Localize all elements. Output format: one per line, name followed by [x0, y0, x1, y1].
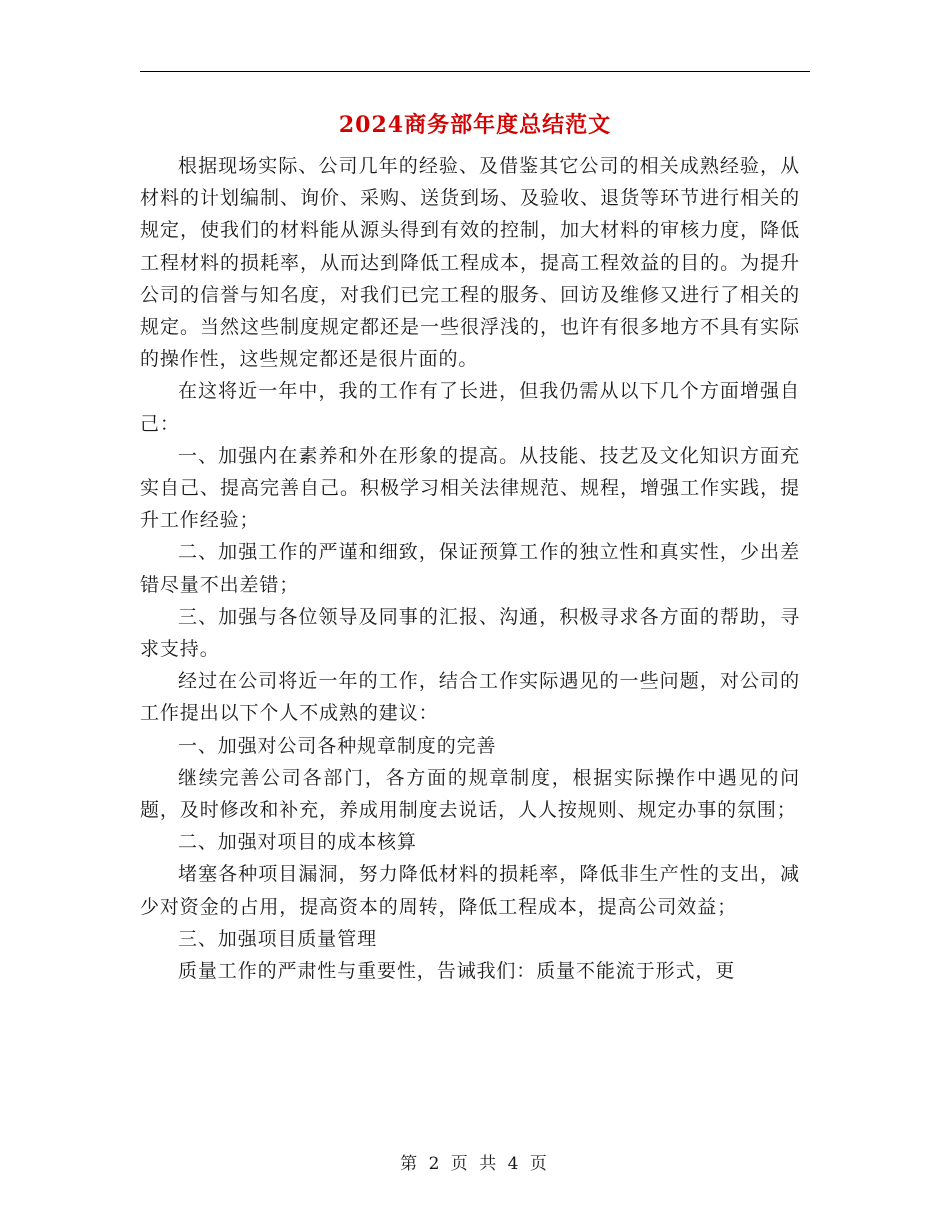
paragraph: 经过在公司将近一年的工作，结合工作实际遇见的一些问题，对公司的工作提出以下个人不成熟的建议：	[140, 670, 800, 725]
paragraph: 质量工作的严肃性与重要性，告诫我们：质量不能流于形式，更	[178, 960, 736, 983]
paragraph: 在这将近一年中，我的工作有了长进，但我仍需从以下几个方面增强自己：	[140, 380, 800, 435]
section-heading: 一、加强对公司各种规章制度的完善	[178, 734, 497, 757]
paragraph: 三、加强与各位领导及同事的汇报、沟通，积极寻求各方面的帮助，寻求支持。	[140, 605, 800, 661]
section-heading: 三、加强项目质量管理	[178, 927, 378, 950]
paragraph: 堵塞各种项目漏洞，努力降低材料的损耗率，降低非生产性的支出，减少对资金的占用，提高资本的周转，降低工程成本，提高公司效益；	[140, 863, 800, 918]
paragraph: 根据现场实际、公司几年的经验、及借鉴其它公司的相关成熟经验，从材料的计划编制、询价、采购、送货到场、及验收、退货等环节进行相关的规定，使我们的材料能从源头得到有效的控制，加大材料的审核力度，降低工程材料的损耗率，从而达到降低工程成本，提高工程效益的目的。为提升公司的信誉与知名度，对我们已完工程的服务、回访及维修又进行了相关的规定。当然这些制度规定都还是一些很浮浅的，也许有很多地方不具有实际的操作性，这些规定都还是很片面的。	[140, 155, 800, 371]
header-rule	[140, 71, 810, 72]
page-number-footer: 第 2 页 共 4 页	[400, 1154, 550, 1174]
section-heading: 二、加强对项目的成本核算	[178, 831, 417, 854]
paragraph: 二、加强工作的严谨和细致，保证预算工作的独立性和真实性，少出差错尽量不出差错；	[140, 541, 800, 596]
paragraph: 一、加强内在素养和外在形象的提高。从技能、技艺及文化知识方面充实自己、提高完善自己。积极学习相关法律规范、规程，增强工作实践，提升工作经验；	[140, 444, 800, 532]
document-body	[140, 150, 800, 987]
paragraph: 继续完善公司各部门，各方面的规章制度，根据实际操作中遇见的问题，及时修改和补充，养成用制度去说话，人人按规则、规定办事的氛围；	[140, 766, 800, 822]
document-title: 2024商务部年度总结范文	[338, 112, 612, 138]
